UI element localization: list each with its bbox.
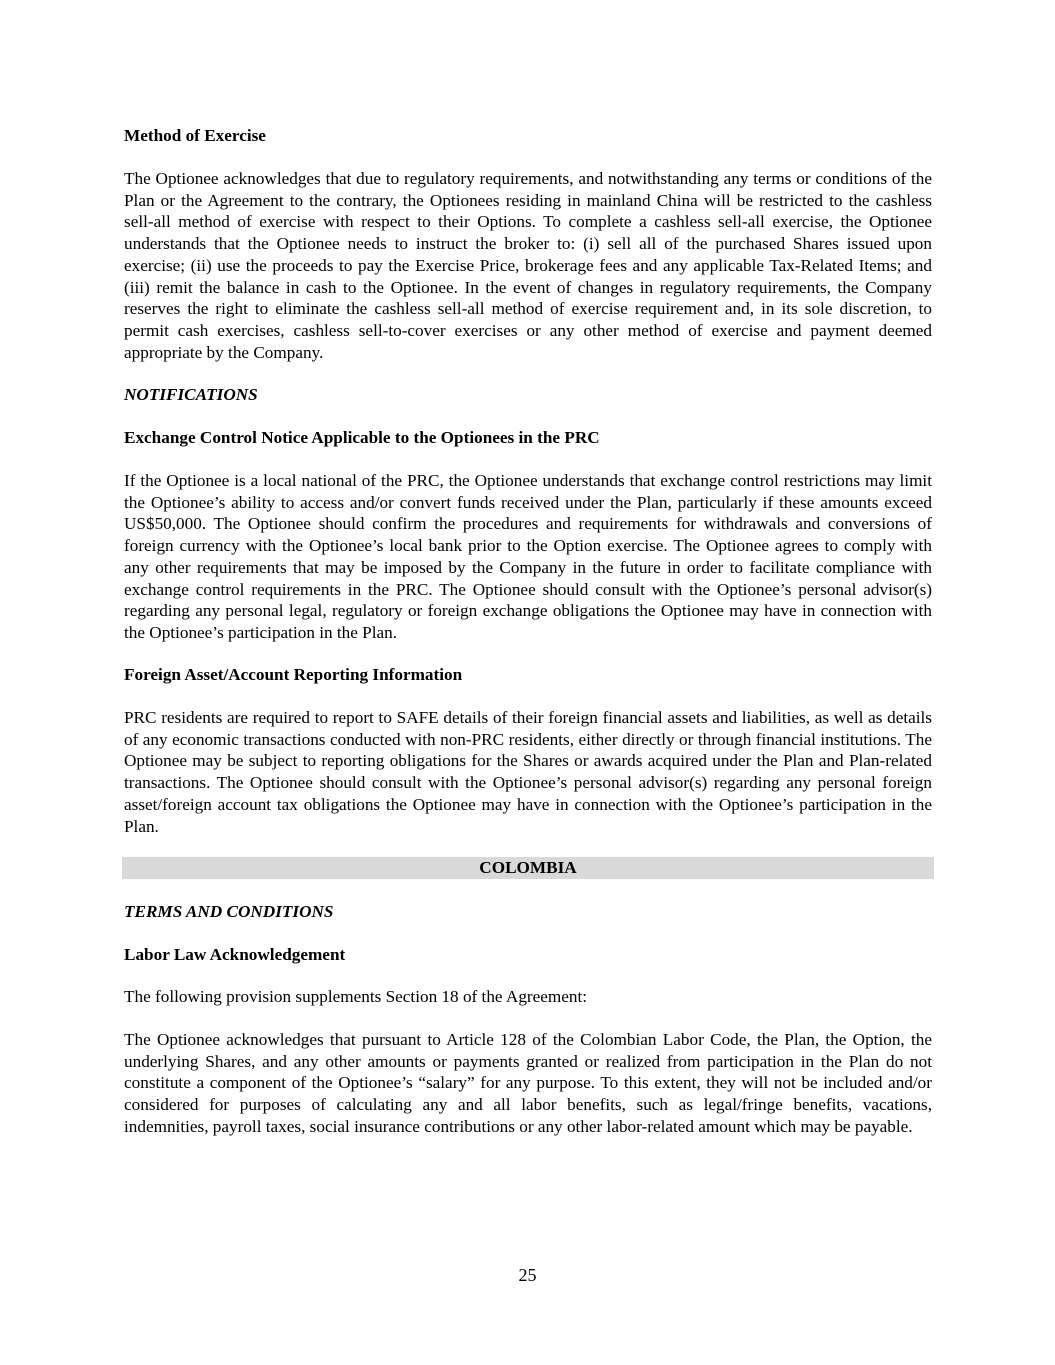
method-of-exercise-heading: Method of Exercise: [124, 126, 266, 145]
notifications-heading: NOTIFICATIONS: [124, 385, 258, 404]
labor-law-paragraph: The Optionee acknowledges that pursuant to Article 128 of the Colombian Labor Code, the Plan, the Option, the underlying Shares, and any other amounts or payments granted or realized from participation in the Plan do not constitute a component of the Optionee’s “salary” for any purpose. To this extent, they will not be included and/or considered for purposes of calculating any and all labor benefits, such as legal/fringe benefits, vacations, indemnities, payroll taxes, social insurance contributions or any other labor-related amount which may be payable.: [124, 1030, 932, 1136]
method-of-exercise-paragraph: The Optionee acknowledges that due to regulatory requirements, and notwithstanding any terms or conditions of the Plan or the Agreement to the contrary, the Optionees residing in mainland China will be restricted to the cashless sell-all method of exercise with respect to their Options. To complete a cashless sell-all exercise, the Optionee understands that the Optionee needs to instruct the broker to: (i) sell all of the purchased Shares issued upon exercise; (ii) use the proceeds to pay the Exercise Price, brokerage fees and any applicable Tax-Related Items; and (iii) remit the balance in cash to the Optionee. In the event of changes in regulatory requirements, the Company reserves the right to eliminate the cashless sell-all method of exercise requirement and, in its sole discretion, to permit cash exercises, cashless sell-to-cover exercises or any other method of exercise and payment deemed appropriate by the Company.: [124, 169, 932, 362]
terms-and-conditions-heading: TERMS AND CONDITIONS: [124, 902, 334, 921]
labor-law-heading: Labor Law Acknowledgement: [124, 945, 346, 964]
foreign-asset-paragraph: PRC residents are required to report to SAFE details of their foreign financial assets and liabilities, as well as details of any economic transactions conducted with non-PRC residents, either directly or through financial institutions. The Optionee may be subject to reporting obligations for the Shares or awards acquired under the Plan and Plan-related transactions. The Optionee should consult with the Optionee’s personal advisor(s) regarding any personal foreign asset/foreign account tax obligations the Optionee may have in connection with the Optionee’s participation in the Plan.: [124, 708, 932, 836]
exchange-control-heading: Exchange Control Notice Applicable to the Optionees in the PRC: [124, 428, 600, 447]
page-number: 25: [518, 1265, 537, 1285]
country-header-colombia: COLOMBIA: [122, 857, 934, 879]
exchange-control-paragraph: If the Optionee is a local national of the PRC, the Optionee understands that exchange control restrictions may limit the Optionee’s ability to access and/or convert funds received under the Plan, particularly if these amounts exceed US$50,000. The Optionee should confirm the procedures and requirements for withdrawals and conversions of foreign currency with the Optionee’s local bank prior to the Option exercise. The Optionee agrees to comply with any other requirements that may be imposed by the Company in the future in order to facilitate compliance with exchange control requirements in the PRC. The Optionee should consult with the Optionee’s personal advisor(s) regarding any personal legal, regulatory or foreign exchange obligations the Optionee may have in connection with the Optionee’s participation in the Plan.: [124, 471, 932, 642]
foreign-asset-heading: Foreign Asset/Account Reporting Information: [124, 665, 463, 684]
supplement-paragraph: The following provision supplements Section 18 of the Agreement:: [124, 987, 588, 1006]
